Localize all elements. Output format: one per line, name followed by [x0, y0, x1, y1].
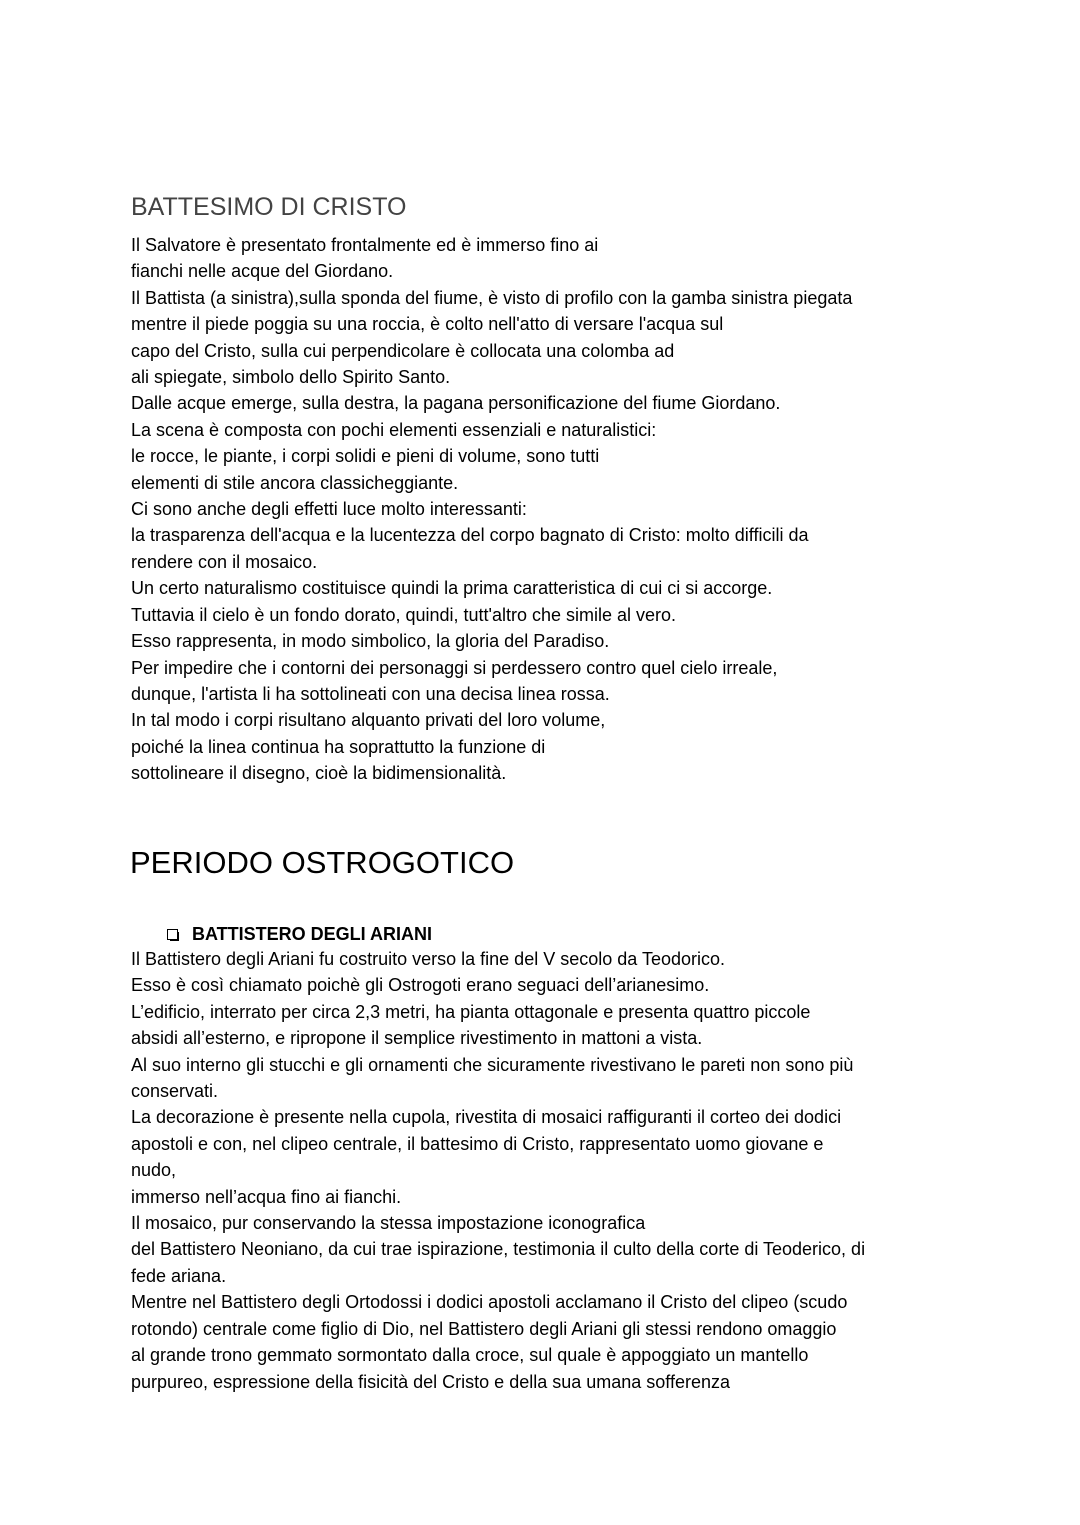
text-line: fianchi nelle acque del Giordano.: [131, 261, 394, 282]
text-line: immerso nell’acqua fino ai fianchi.: [131, 1186, 402, 1207]
text-line: In tal modo i corpi risultano alquanto privati del loro volume,: [131, 710, 606, 731]
text-line: rendere con il mosaico.: [131, 551, 318, 572]
text-line: La decorazione è presente nella cupola, rivestita di mosaici raffiguranti il corteo dei dodici: [131, 1107, 842, 1128]
bullet-item-battistero-ariani: [167, 920, 432, 948]
section-heading-periodo-ostrogotico: PERIODO OSTROGOTICO: [130, 845, 515, 880]
paragraph-battesimo: [131, 232, 852, 787]
text-line: purpureo, espressione della fisicità del Cristo e della sua umana sofferenza: [131, 1371, 731, 1392]
text-line: Il Battistero degli Ariani fu costruito verso la fine del V secolo da Teodorico.: [131, 949, 725, 969]
text-line: nudo,: [131, 1160, 177, 1181]
text-line: La scena è composta con pochi elementi essenziali e naturalistici:: [131, 419, 657, 440]
text-line: absidi all’esterno, e ripropone il semplice rivestimento in mattoni a vista.: [131, 1028, 703, 1049]
text-line: fede ariana.: [131, 1265, 227, 1286]
text-line: Il Salvatore è presentato frontalmente ed è immerso fino ai: [131, 235, 599, 255]
text-line: le rocce, le piante, i corpi solidi e pieni di volume, sono tutti: [131, 446, 600, 467]
text-line: Dalle acque emerge, sulla destra, la pagana personificazione del fiume Giordano.: [131, 393, 781, 414]
text-line: Esso rappresenta, in modo simbolico, la gloria del Paradiso.: [131, 631, 610, 652]
text-line: L’edificio, interrato per circa 2,3 metri, ha pianta ottagonale e presenta quattro piccole: [131, 1001, 811, 1022]
paragraph-battistero-ariani: [131, 946, 865, 1395]
text-line: Il mosaico, pur conservando la stessa impostazione iconografica: [131, 1213, 646, 1234]
text-line: elementi di stile ancora classicheggiante.: [131, 472, 459, 493]
section-heading-battesimo: BATTESIMO DI CRISTO: [131, 193, 407, 221]
bullet-label: BATTISTERO DEGLI ARIANI: [192, 923, 432, 944]
checkbox-bullet-icon: [167, 929, 178, 940]
text-line: del Battistero Neoniano, da cui trae ispirazione, testimonia il culto della corte di Teoderico, di: [131, 1239, 866, 1260]
text-line: Per impedire che i contorni dei personaggi si perdessero contro quel cielo irreale,: [131, 657, 778, 678]
text-line: Il Battista (a sinistra),sulla sponda del fiume, è visto di profilo con la gamba sinistra piegata: [131, 287, 853, 308]
text-line: conservati.: [131, 1081, 219, 1102]
text-line: al grande trono gemmato sormontato dalla croce, sul quale è appoggiato un mantello: [131, 1345, 809, 1366]
text-line: apostoli e con, nel clipeo centrale, il battesimo di Cristo, rappresentato uomo giovane e: [131, 1133, 824, 1154]
text-line: Un certo naturalismo costituisce quindi la prima caratteristica di cui ci si accorge.: [131, 578, 773, 599]
text-line: Mentre nel Battistero degli Ortodossi i dodici apostoli acclamano il Cristo del clipeo (scudo: [131, 1292, 848, 1313]
text-line: rotondo) centrale come figlio di Dio, nel Battistero degli Ariani gli stessi rendono omaggio: [131, 1318, 837, 1339]
text-line: poiché la linea continua ha soprattutto la funzione di: [131, 736, 546, 757]
text-line: sottolineare il disegno, cioè la bidimensionalità.: [131, 763, 507, 784]
text-line: ali spiegate, simbolo dello Spirito Santo.: [131, 367, 451, 388]
text-line: la trasparenza dell'acqua e la lucentezza del corpo bagnato di Cristo: molto difficili da: [131, 525, 809, 546]
text-line: mentre il piede poggia su una roccia, è colto nell'atto di versare l'acqua sul: [131, 314, 724, 335]
text-line: Esso è così chiamato poichè gli Ostrogoti erano seguaci dell’arianesimo.: [131, 975, 710, 996]
text-line: dunque, l'artista li ha sottolineati con una decisa linea rossa.: [131, 683, 610, 704]
text-line: Al suo interno gli stucchi e gli ornamenti che sicuramente rivestivano le pareti non sono più: [131, 1054, 854, 1075]
text-line: Tuttavia il cielo è un fondo dorato, quindi, tutt'altro che simile al vero.: [131, 604, 677, 625]
text-line: Ci sono anche degli effetti luce molto interessanti:: [131, 499, 527, 520]
text-line: capo del Cristo, sulla cui perpendicolare è collocata una colomba ad: [131, 340, 675, 361]
